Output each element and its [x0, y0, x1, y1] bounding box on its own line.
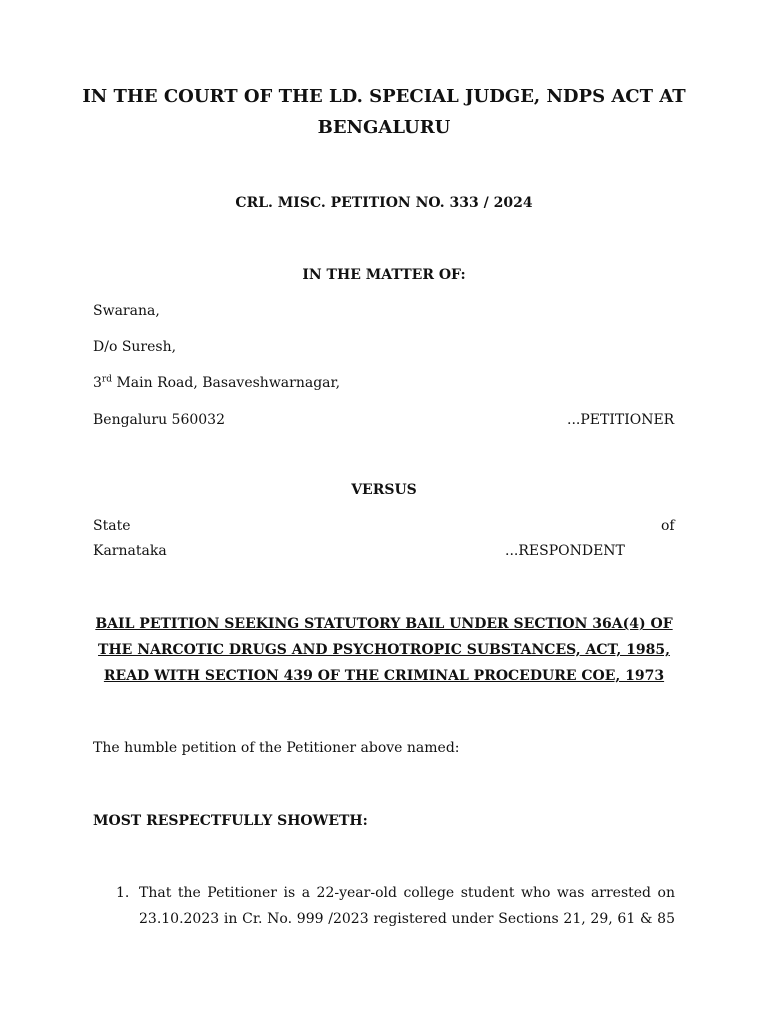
address-number: 3 [93, 375, 102, 391]
paragraph-number: 1. [116, 885, 130, 901]
petitioner-city: Bengaluru 560032 [93, 412, 225, 428]
petition-title-line3: READ WITH SECTION 439 OF THE CRIMINAL PROCEDURE COE, 1973 [103, 668, 665, 684]
paragraph-line: 23.10.2023 in Cr. No. 999 /2023 registered under Sections 21, 29, 61 & 85 [139, 911, 675, 927]
address-ordinal: rd [101, 374, 112, 385]
court-title-line1: IN THE COURT OF THE LD. SPECIAL JUDGE, NDPS ACT AT [82, 86, 686, 107]
petition-intro: The humble petition of the Petitioner above named: [93, 740, 460, 756]
petition-title-line2: THE NARCOTIC DRUGS AND PSYCHOTROPIC SUBSTANCES, ACT, 1985, [98, 642, 670, 658]
versus-heading: VERSUS [351, 482, 417, 498]
petitioner-name: Swarana, [93, 303, 160, 319]
paragraph-line: That the Petitioner is a 22-year-old college student who was arrested on [139, 885, 675, 901]
petitioner-role: ...PETITIONER [567, 412, 675, 428]
matter-heading: IN THE MATTER OF: [302, 267, 466, 283]
respondent-line1-left: State [93, 518, 131, 534]
petition-title-line1: BAIL PETITION SEEKING STATUTORY BAIL UNDER SECTION 36A(4) OF [95, 616, 673, 632]
petitioner-address [93, 375, 340, 391]
respondent-role: ...RESPONDENT [505, 543, 625, 559]
petitioner-relation: D/o Suresh, [93, 339, 177, 355]
court-title-line2: BENGALURU [317, 117, 451, 138]
showeth-heading: MOST RESPECTFULLY SHOWETH: [93, 813, 368, 829]
respondent-line1-right: of [661, 518, 675, 534]
address-rest: Main Road, Basaveshwarnagar, [112, 375, 341, 391]
respondent-line2-left: Karnataka [93, 543, 167, 559]
case-number: CRL. MISC. PETITION NO. 333 / 2024 [235, 195, 533, 211]
